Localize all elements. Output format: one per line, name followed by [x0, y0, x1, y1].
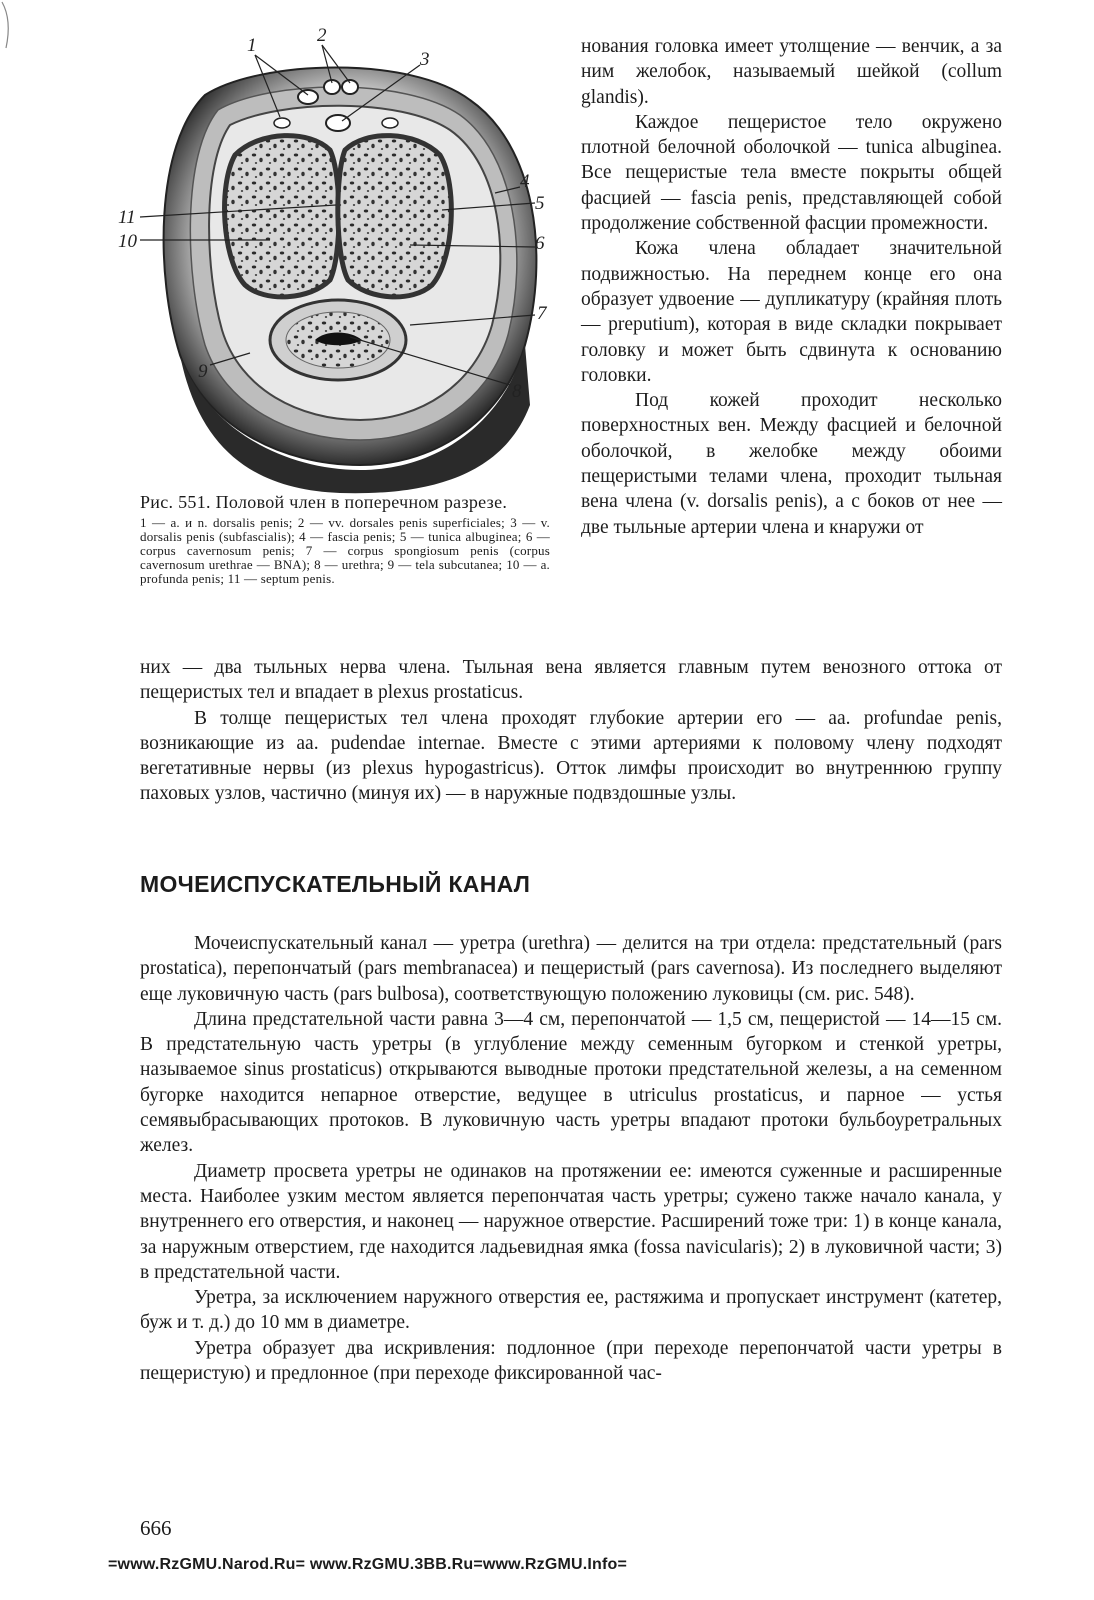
- figure-label-10: 10: [118, 231, 137, 252]
- paragraph: Мочеиспускательный канал — уретра (urethra) — делится на три отдела: предстательный (pars prostatica), перепончатый (pars membranacea) и пещеристый (pars cavernosa). Из последнего выделяют еще луковичную часть (pars bulbosa), соответствующую положению луковицы (см. рис. 548).: [140, 933, 1002, 1005]
- paragraph: Уретра, за исключением наружного отверстия ее, растяжима и пропускает инструмент (катетер, буж и т. д.) до 10 мм в диаметре.: [140, 1287, 1002, 1334]
- paragraph: Длина предстательной части равна 3—4 см, перепончатой — 1,5 см, пещеристой — 14—15 см. В предстательную часть уретры (в углубление между семенным бугорком и стенкой уретры, называемое sinus prostaticus) открываются выводные протоки предстательной железы, а на семенном бугорке находится непарное отверстие, ведущее в utriculus prostaticus, и парное — устья семявыбрасывающих протоков. В луковичную часть уретры впадают протоки бульбоуретральных желез.: [140, 1008, 1002, 1157]
- paragraph: нования головка имеет утолщение — венчик, а за ним желобок, называемый шейкой (collum glandis).: [581, 36, 1002, 108]
- figure-label-7: 7: [537, 303, 547, 324]
- figure-label-8: 8: [512, 381, 522, 402]
- paragraph: Диаметр просвета уретры не одинаков на протяжении ее: имеются суженные и расширенные места. Наиболее узким местом является перепончатая часть уретры; сужено также начало канала, у внутреннего его отверстия, и наконец — наружное отверстие. Расширений тоже три: 1) в конце канала, за наружным отверстием, где находится ладьевидная ямка (fossa navicularis); 2) в луковичной части; 3) в предстательной части.: [140, 1160, 1002, 1283]
- figure-label-2: 2: [317, 25, 327, 46]
- cross-section-illustration: [110, 25, 560, 495]
- figure-label-3: 3: [420, 49, 430, 70]
- figure-label-11: 11: [118, 207, 136, 228]
- figure-label-9: 9: [198, 361, 208, 382]
- paragraph: них — два тыльных нерва члена. Тыльная вена является главным путем венозного оттока от пещеристых тел и впадает в plexus prostaticus.: [140, 657, 1002, 704]
- continuation-text: [140, 655, 1002, 807]
- paragraph: Уретра образует два искривления: подлонное (при переходе перепончатой части уретры в пещеристую) и предлонное (при переходе фиксированной час-: [140, 1337, 1002, 1385]
- paragraph: Каждое пещеристое тело окружено плотной белочной оболочкой — tunica albuginea. Все пещеристые тела вместе покрыты общей фасцией — fascia penis, представляющей собой продолжение собственной фасции промежности.: [581, 111, 1002, 235]
- figure-label-6: 6: [535, 233, 545, 254]
- figure-caption: [140, 492, 550, 586]
- section-body: [140, 931, 1002, 1386]
- scan-edge-mark: [0, 0, 30, 60]
- paragraph: Под кожей проходит несколько поверхностных вен. Между фасцией и белочной оболочкой, в желобке между обоими пещеристыми телами члена, проходит тыльная вена члена (v. dorsalis penis), а с боков от нее — две тыльные артерии члена и кнаружи от: [581, 390, 1002, 538]
- right-text-column: [581, 34, 1002, 540]
- figure-label-1: 1: [247, 35, 257, 56]
- caption-title: Рис. 551. Половой член в поперечном разрезе.: [140, 492, 508, 512]
- section-heading: МОЧЕИСПУСКАТЕЛЬНЫЙ КАНАЛ: [140, 871, 531, 897]
- figure-label-4: 4: [520, 171, 530, 192]
- paragraph: Кожа члена обладает значительной подвижностью. На переднем конце его она образует удвоение — дупликатуру (крайняя плоть — preputium), которая в виде складки покрывает головку и может быть сдвинута к основанию головки.: [581, 238, 1002, 386]
- figure-label-5: 5: [535, 193, 545, 214]
- paragraph: В толще пещеристых тел члена проходят глубокие артерии его — aa. profundae penis, возникающие из aa. pudendae internae. Вместе с этими артериями к половому члену подходят вегетативные нервы (из plexus hypogastricus). Отток лимфы происходит во внутреннюю группу паховых узлов, частично (минуя их) — в наружные подвздошные узлы.: [140, 707, 1002, 805]
- page-number: 666: [140, 1516, 172, 1540]
- figure-penis-cross-section: [110, 25, 560, 495]
- caption-legend: 1 — a. и n. dorsalis penis; 2 — vv. dorsales penis superficiales; 3 — v. dorsalis penis (subfascialis); 4 — fascia penis; 5 — tunica albuginea; 6 — corpus cavernosum penis; 7 — corpus spongiosum penis (corpus cavernosum urethrae — BNA); 8 — urethra; 9 — tela subcutanea; 10 — a. profunda penis; 11 — septum penis.: [140, 515, 550, 586]
- footer-watermark: =www.RzGMU.Narod.Ru= www.RzGMU.3BB.Ru=www.RzGMU.Info=: [108, 1556, 628, 1573]
